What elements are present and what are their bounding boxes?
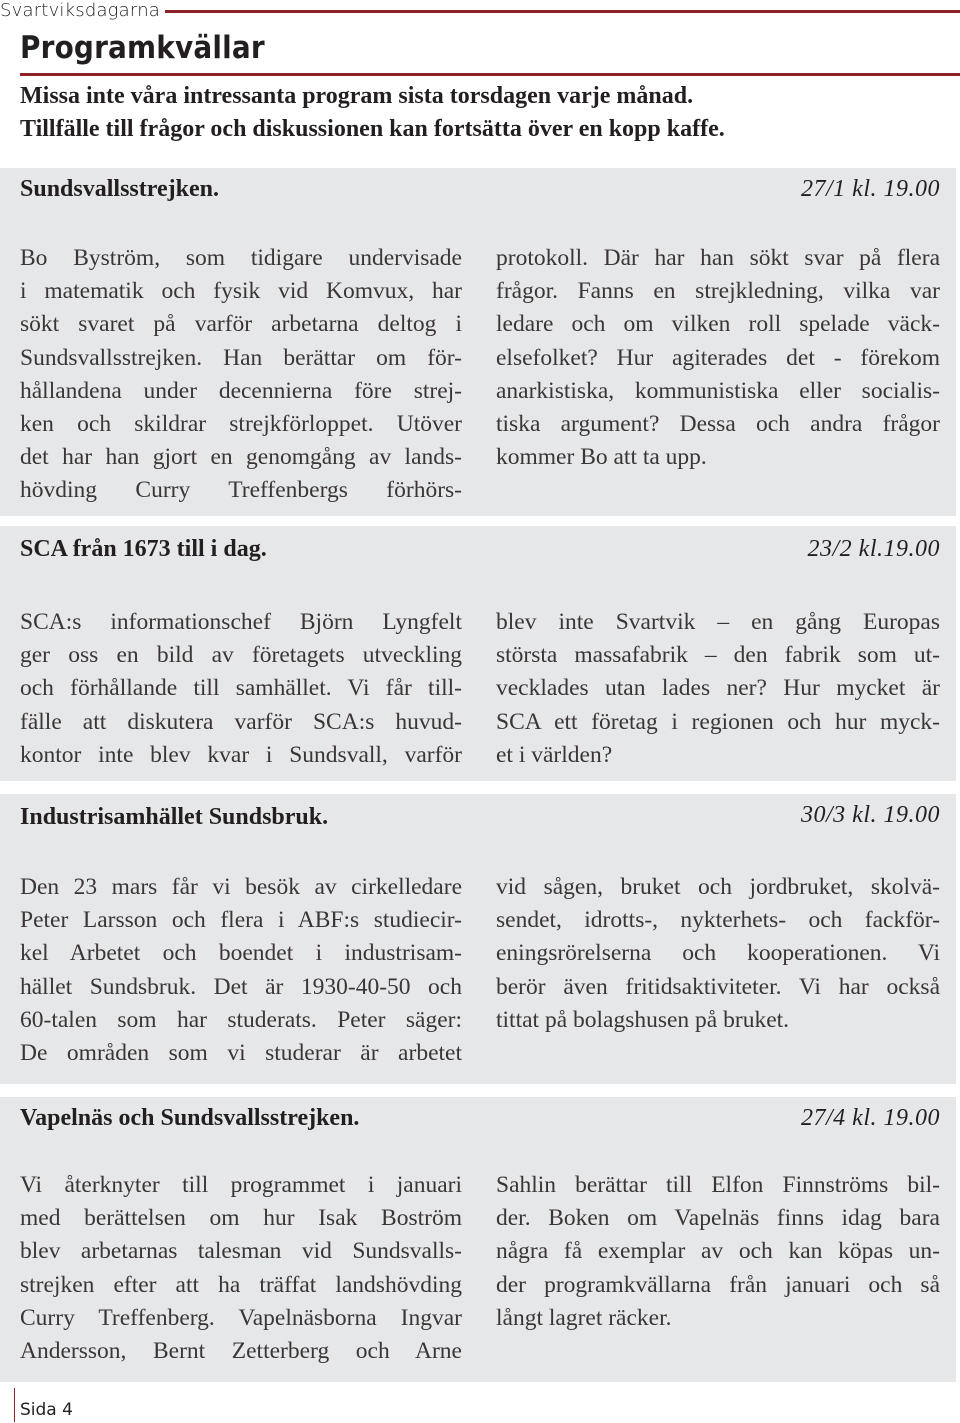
- publication-name: Svartviksdagarna: [0, 0, 161, 21]
- section-heading: Vapelnäs och Sundsvallsstrejken.: [20, 1105, 360, 1131]
- text-line: kel Arbetet och boendet i industrisam-: [20, 940, 462, 967]
- program-section-4: [0, 1097, 956, 1382]
- section-text-right: [496, 606, 940, 772]
- section-date: 23/2 kl.19.00: [807, 536, 940, 562]
- text-line: med berättelsen om hur Isak Boström: [20, 1205, 462, 1232]
- text-line: hövding Curry Treffenbergs förhörs-: [20, 477, 462, 504]
- text-line: Den 23 mars får vi besök av cirkelledare: [20, 874, 462, 900]
- text-line: Sahlin berättar till Elfon Finnströms bil-: [496, 1172, 940, 1198]
- text-line: sökt svaret på varför arbetarna deltog i: [20, 311, 462, 338]
- header-rule: [165, 10, 960, 13]
- text-line: kontor inte blev kvar i Sundsvall, varför: [20, 741, 462, 768]
- section-text-left: [20, 242, 462, 508]
- text-line: några få exemplar av och kan köpas un-: [496, 1238, 940, 1265]
- section-heading: Sundsvallsstrejken.: [20, 176, 219, 202]
- text-line: fälle att diskutera varför SCA:s huvud-: [20, 708, 462, 735]
- section-heading: Industrisamhället Sundsbruk.: [20, 804, 329, 830]
- text-line: ger oss en bild av företagets utveckling: [20, 642, 462, 669]
- text-line: der programkvällarna från januari och så: [496, 1271, 940, 1298]
- text-line: et i världen?: [496, 741, 613, 768]
- section-date: 30/3 kl. 19.00: [801, 802, 940, 828]
- section-text-left: [20, 1169, 462, 1368]
- text-line: berör även fritidsaktiviteter. Vi har också: [496, 973, 940, 1000]
- text-line: och förhållande till samhället. Vi får till-: [20, 675, 462, 702]
- text-line: Vi återknyter till programmet i januari: [20, 1172, 462, 1198]
- intro-line: Missa inte våra intressanta program sista torsdagen varje månad.: [20, 83, 694, 109]
- intro-text: [20, 80, 940, 146]
- text-line: Bo Byström, som tidigare undervisade: [20, 245, 462, 271]
- text-line: ledare och om vilken roll spelade väck-: [496, 311, 940, 338]
- section-text-right: [496, 1169, 940, 1335]
- intro-line: Tillfälle till frågor och diskussionen kan fortsätta över en kopp kaffe.: [20, 116, 725, 142]
- text-line: tittat på bolagshusen på bruket.: [496, 1006, 790, 1033]
- text-line: 60-talen som har studerats. Peter säger:: [20, 1006, 462, 1033]
- text-line: Curry Treffenberg. Vapelnäsborna Ingvar: [20, 1304, 462, 1331]
- section-heading: SCA från 1673 till i dag.: [20, 536, 267, 562]
- text-line: strejken efter att ha träffat landshövding: [20, 1271, 462, 1298]
- program-section-2: [0, 526, 956, 781]
- text-line: vecklades utan lades ner? Hur mycket är: [496, 675, 940, 702]
- text-line: Andersson, Bernt Zetterberg och Arne: [20, 1338, 462, 1365]
- text-line: blev inte Svartvik – en gång Europas: [496, 609, 940, 635]
- title-rule: [20, 73, 960, 76]
- text-line: hället Sundsbruk. Det är 1930-40-50 och: [20, 973, 462, 1000]
- text-line: långt lagret räcker.: [496, 1304, 672, 1331]
- text-line: hållandena under decennierna före strej-: [20, 377, 462, 404]
- page-number: Sida 4: [20, 1400, 73, 1420]
- section-text-left: [20, 606, 462, 772]
- text-line: Peter Larsson och flera i ABF:s studiecir-: [20, 907, 462, 934]
- text-line: sendet, idrotts-, nykterhets- och fackför-: [496, 907, 940, 934]
- text-line: kommer Bo att ta upp.: [496, 444, 707, 471]
- text-line: blev arbetarnas talesman vid Sundsvalls-: [20, 1238, 462, 1265]
- text-line: der. Boken om Vapelnäs finns idag bara: [496, 1205, 940, 1232]
- text-line: protokoll. Där har han sökt svar på flera: [496, 245, 940, 271]
- text-line: i matematik och fysik vid Komvux, har: [20, 278, 462, 305]
- text-line: SCA:s informationschef Björn Lyngfelt: [20, 609, 462, 635]
- section-date: 27/4 kl. 19.00: [801, 1105, 940, 1131]
- section-text-left: [20, 871, 462, 1070]
- text-line: största massafabrik – den fabrik som ut-: [496, 642, 940, 669]
- section-text-right: [496, 871, 940, 1037]
- section-date: 27/1 kl. 19.00: [801, 176, 940, 202]
- text-line: elsefolket? Hur agiterades det - förekom: [496, 344, 940, 371]
- program-section-3: [0, 794, 956, 1084]
- text-line: Sundsvallsstrejken. Han berättar om för-: [20, 344, 462, 371]
- text-line: eningsrörelserna och kooperationen. Vi: [496, 940, 940, 967]
- text-line: De områden som vi studerar är arbetet: [20, 1040, 462, 1067]
- program-section-1: [0, 168, 956, 516]
- text-line: anarkistiska, kommunistiska eller socialis-: [496, 377, 940, 404]
- text-line: det har han gjort en genomgång av lands-: [20, 444, 462, 471]
- text-line: tiska argument? Dessa och andra frågor: [496, 411, 940, 438]
- text-line: frågor. Fanns en strejkledning, vilka var: [496, 278, 940, 305]
- page-title: Programkvällar: [20, 30, 265, 66]
- footer-rule: [14, 1388, 15, 1422]
- text-line: ken och skildrar strejkförloppet. Utöver: [20, 411, 462, 438]
- section-text-right: [496, 242, 940, 474]
- text-line: SCA ett företag i regionen och hur myck-: [496, 708, 940, 735]
- text-line: vid sågen, bruket och jordbruket, skolvä-: [496, 874, 940, 900]
